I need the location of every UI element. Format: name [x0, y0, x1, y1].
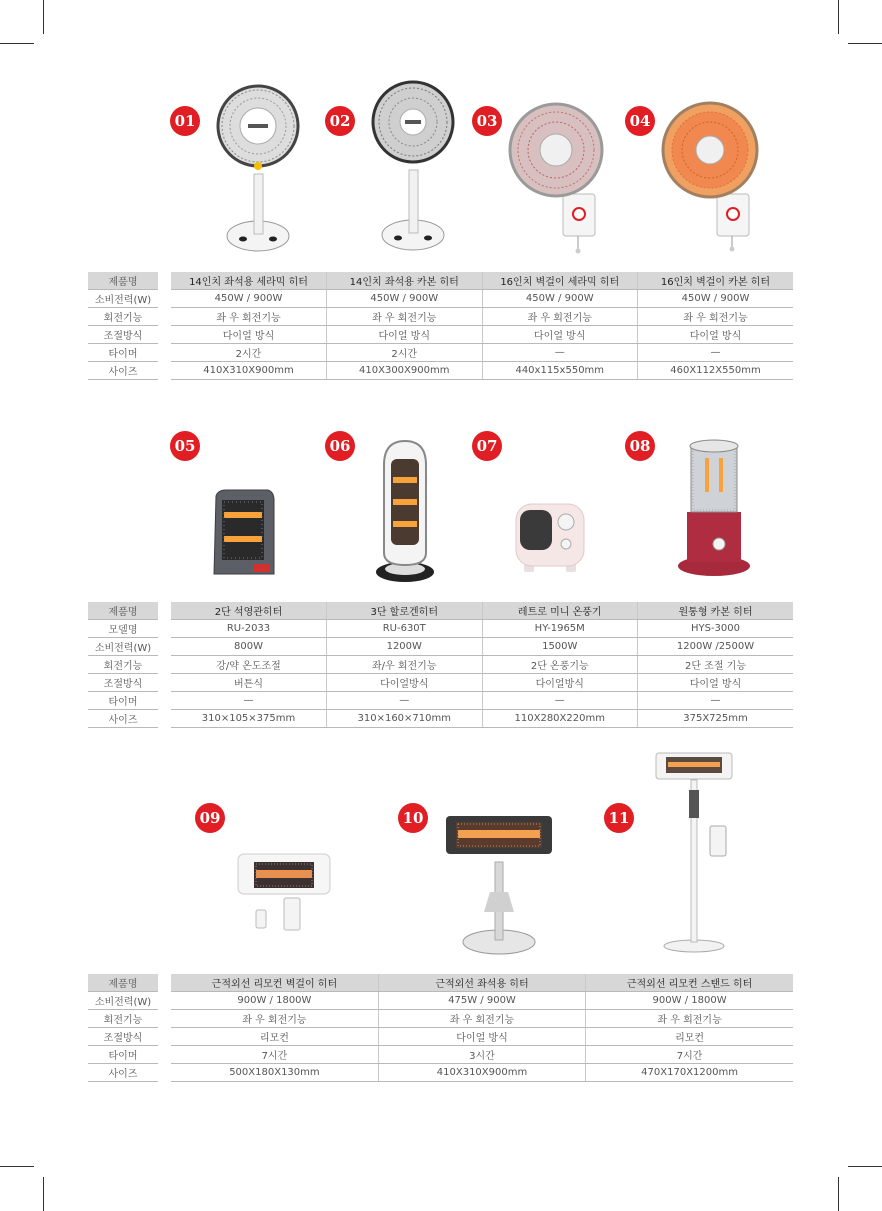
crop-mark: [0, 43, 34, 44]
table-row: [88, 308, 793, 326]
table-row: [88, 362, 793, 380]
timer-cell: —: [327, 692, 483, 710]
table-row: [88, 1010, 793, 1028]
timer-cell: 3시간: [378, 1046, 585, 1064]
product-name: 14인치 좌석용 세라믹 히터: [171, 272, 327, 290]
product-number-badge: 02: [325, 106, 355, 136]
rotation-cell: 2단 온풍기능: [482, 656, 638, 674]
product-name: 근적외선 리모컨 벽걸이 히터: [171, 974, 378, 992]
timer-cell: 2시간: [327, 344, 483, 362]
standing-infrared-heater-image: [444, 812, 554, 956]
timer-cell: —: [171, 692, 327, 710]
row-label: 회전기능: [88, 1010, 158, 1028]
rotation-cell: 좌/우 회전기능: [327, 656, 483, 674]
table-row: [88, 674, 793, 692]
table-row: [88, 344, 793, 362]
rotation-cell: 좌 우 회전기능: [482, 308, 638, 326]
control-cell: 리모컨: [171, 1028, 378, 1046]
product-name: 원통형 카본 히터: [638, 602, 794, 620]
crop-mark: [838, 0, 839, 34]
control-cell: 다이얼 방식: [378, 1028, 585, 1046]
row-label: 회전기능: [88, 656, 158, 674]
table-row: [88, 974, 793, 992]
timer-cell: 7시간: [586, 1046, 793, 1064]
model-cell: RU-2033: [171, 620, 327, 638]
power-cell: 450W / 900W: [482, 290, 638, 308]
power-cell: 450W / 900W: [327, 290, 483, 308]
standing-carbon-heater-image: [365, 82, 465, 256]
retro-fan-heater-image: [514, 500, 586, 576]
product-name: 레트로 미니 온풍기: [482, 602, 638, 620]
control-cell: 다이얼방식: [327, 674, 483, 692]
wall-carbon-heater-image: [662, 92, 772, 256]
timer-cell: —: [638, 692, 794, 710]
size-cell: 110X280X220mm: [482, 710, 638, 728]
control-cell: 리모컨: [586, 1028, 793, 1046]
quartz-heater-image: [210, 488, 278, 580]
table-row: [88, 1064, 793, 1082]
product-number-badge: 10: [398, 803, 428, 833]
table-row: [88, 656, 793, 674]
rotation-cell: 좌 우 회전기능: [378, 1010, 585, 1028]
row-label: 소비전력(W): [88, 290, 158, 308]
crop-mark: [848, 43, 882, 44]
size-cell: 470X170X1200mm: [586, 1064, 793, 1082]
crop-mark: [43, 0, 44, 34]
crop-mark: [43, 1177, 44, 1211]
timer-cell: —: [482, 692, 638, 710]
size-cell: 500X180X130mm: [171, 1064, 378, 1082]
product-number-badge: 04: [625, 106, 655, 136]
table-row: [88, 326, 793, 344]
spec-table-section1: [88, 272, 793, 380]
size-cell: 410X310X900mm: [378, 1064, 585, 1082]
row-label: 조절방식: [88, 1028, 158, 1046]
row-label: 소비전력(W): [88, 992, 158, 1010]
control-cell: 다이얼 방식: [171, 326, 327, 344]
product-number-badge: 09: [195, 803, 225, 833]
spec-table-section2: [88, 602, 793, 728]
size-cell: 460X112X550mm: [638, 362, 794, 380]
power-cell: 1200W: [327, 638, 483, 656]
rotation-cell: 좌 우 회전기능: [171, 1010, 378, 1028]
table-row: [88, 290, 793, 308]
power-cell: 450W / 900W: [638, 290, 794, 308]
spec-table-section3: [88, 974, 793, 1082]
product-number-badge: 05: [170, 431, 200, 461]
control-cell: 다이얼 방식: [482, 326, 638, 344]
row-label: 사이즈: [88, 710, 158, 728]
model-cell: HY-1965M: [482, 620, 638, 638]
row-label: 제품명: [88, 602, 158, 620]
size-cell: 410X300X900mm: [327, 362, 483, 380]
crop-mark: [0, 1166, 34, 1167]
control-cell: 다이얼 방식: [638, 326, 794, 344]
control-cell: 다이얼 방식: [327, 326, 483, 344]
product-number-badge: 11: [604, 803, 634, 833]
rotation-cell: 2단 조절 기능: [638, 656, 794, 674]
product-name: 2단 석영관히터: [171, 602, 327, 620]
control-cell: 다이얼방식: [482, 674, 638, 692]
power-cell: 475W / 900W: [378, 992, 585, 1010]
size-cell: 310×105×375mm: [171, 710, 327, 728]
product-name: 근적외선 좌석용 히터: [378, 974, 585, 992]
rotation-cell: 좌 우 회전기능: [327, 308, 483, 326]
table-row: [88, 602, 793, 620]
wall-ceramic-heater-image: [508, 94, 618, 256]
model-cell: RU-630T: [327, 620, 483, 638]
power-cell: 450W / 900W: [171, 290, 327, 308]
row-label: 소비전력(W): [88, 638, 158, 656]
crop-mark: [848, 1166, 882, 1167]
power-cell: 800W: [171, 638, 327, 656]
power-cell: 1200W /2500W: [638, 638, 794, 656]
cylindrical-carbon-heater-image: [675, 434, 753, 579]
timer-cell: 7시간: [171, 1046, 378, 1064]
product-number-badge: 01: [170, 106, 200, 136]
row-label: 제품명: [88, 974, 158, 992]
row-label: 제품명: [88, 272, 158, 290]
row-label: 조절방식: [88, 674, 158, 692]
size-cell: 440x115x550mm: [482, 362, 638, 380]
product-name: 16인치 벽걸이 카본 히터: [638, 272, 794, 290]
row-label: 사이즈: [88, 1064, 158, 1082]
table-row: [88, 272, 793, 290]
crop-mark: [838, 1177, 839, 1211]
size-cell: 410X310X900mm: [171, 362, 327, 380]
power-cell: 1500W: [482, 638, 638, 656]
timer-cell: —: [482, 344, 638, 362]
table-row: [88, 638, 793, 656]
product-number-badge: 08: [625, 431, 655, 461]
row-label: 사이즈: [88, 362, 158, 380]
size-cell: 375X725mm: [638, 710, 794, 728]
table-row: [88, 710, 793, 728]
power-cell: 900W / 1800W: [586, 992, 793, 1010]
timer-cell: —: [638, 344, 794, 362]
standing-ceramic-heater-image: [210, 84, 310, 256]
row-label: 회전기능: [88, 308, 158, 326]
product-number-badge: 03: [472, 106, 502, 136]
model-cell: HYS-3000: [638, 620, 794, 638]
product-name: 근적외선 리모컨 스탠드 히터: [586, 974, 793, 992]
product-number-badge: 06: [325, 431, 355, 461]
control-cell: 다이얼 방식: [638, 674, 794, 692]
timer-cell: 2시간: [171, 344, 327, 362]
table-row: [88, 992, 793, 1010]
product-number-badge: 07: [472, 431, 502, 461]
table-row: [88, 692, 793, 710]
control-cell: 버튼식: [171, 674, 327, 692]
row-label: 타이머: [88, 1046, 158, 1064]
product-name: 16인치 벽걸이 세라믹 히터: [482, 272, 638, 290]
rotation-cell: 좌 우 회전기능: [586, 1010, 793, 1028]
row-label: 타이머: [88, 692, 158, 710]
rotation-cell: 좌 우 회전기능: [171, 308, 327, 326]
table-row: [88, 1046, 793, 1064]
rotation-cell: 강/약 온도조절: [171, 656, 327, 674]
row-label: 타이머: [88, 344, 158, 362]
product-name: 3단 할로겐히터: [327, 602, 483, 620]
size-cell: 310×160×710mm: [327, 710, 483, 728]
table-row: [88, 1028, 793, 1046]
halogen-heater-image: [374, 437, 436, 585]
table-row: [88, 620, 793, 638]
product-name: 14인치 좌석용 카본 히터: [327, 272, 483, 290]
stand-infrared-heater-image: [654, 750, 736, 956]
power-cell: 900W / 1800W: [171, 992, 378, 1010]
row-label: 조절방식: [88, 326, 158, 344]
row-label: 모델명: [88, 620, 158, 638]
rotation-cell: 좌 우 회전기능: [638, 308, 794, 326]
wall-infrared-heater-image: [236, 852, 332, 934]
